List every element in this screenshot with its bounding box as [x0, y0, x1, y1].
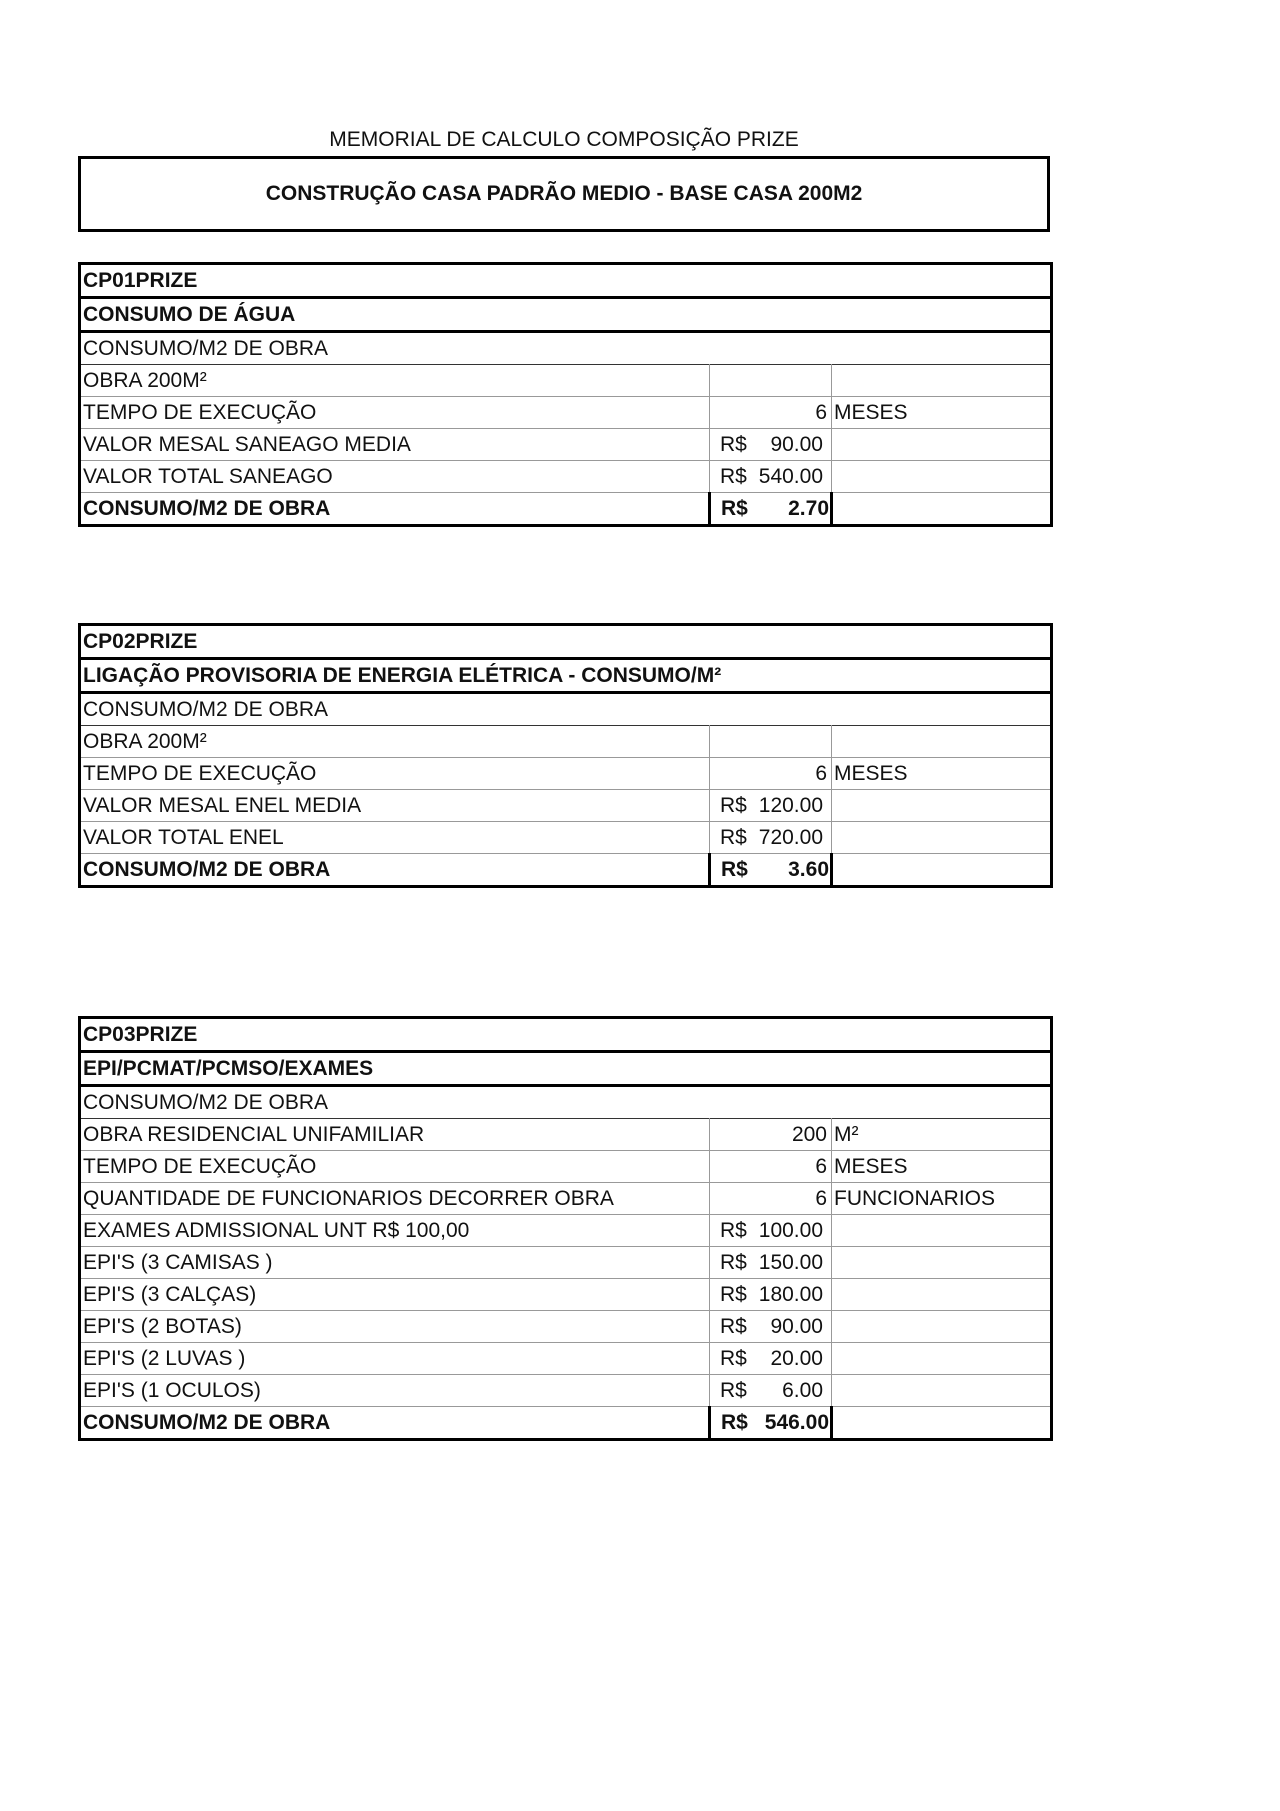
row-value: 6: [710, 1183, 832, 1215]
table-row: [80, 1151, 1052, 1183]
row-unit: [832, 790, 1052, 822]
row-unit: [832, 429, 1052, 461]
row-value-cell: [710, 1311, 832, 1343]
currency-symbol: R$: [720, 433, 747, 456]
table-row: [80, 1311, 1052, 1343]
row-value: 720.00: [758, 826, 823, 849]
table-row: [80, 758, 1052, 790]
row-unit: [832, 1343, 1052, 1375]
row-value: 100.00: [758, 1219, 823, 1242]
total-empty-cell: [832, 1407, 1052, 1440]
row-label: VALOR TOTAL ENEL: [80, 822, 710, 854]
total-label: CONSUMO/M2 DE OBRA: [80, 493, 710, 526]
total-row: [80, 493, 1052, 526]
row-label: EPI'S (3 CALÇAS): [80, 1279, 710, 1311]
currency-symbol: R$: [721, 858, 748, 881]
row-unit: MESES: [832, 397, 1052, 429]
composition-table-cp01prize: [78, 262, 1053, 527]
row-label: OBRA 200M²: [80, 726, 710, 758]
project-header-text: CONSTRUÇÃO CASA PADRÃO MEDIO - BASE CASA 200M2: [265, 182, 863, 205]
row-label: TEMPO DE EXECUÇÃO: [80, 758, 710, 790]
row-unit: [832, 365, 1052, 397]
row-value: 20.00: [770, 1347, 823, 1370]
row-unit: [832, 726, 1052, 758]
total-row: [80, 1407, 1052, 1440]
currency-symbol: R$: [721, 497, 748, 520]
row-label: TEMPO DE EXECUÇÃO: [80, 1151, 710, 1183]
total-value: 546.00: [764, 1411, 829, 1434]
row-value: 90.00: [770, 1315, 823, 1338]
section-subtitle: CONSUMO/M2 DE OBRA: [80, 1086, 1052, 1119]
total-value: 3.60: [788, 858, 829, 881]
row-value: 6: [710, 1151, 832, 1183]
row-unit: MESES: [832, 758, 1052, 790]
row-value-cell: [710, 822, 832, 854]
project-header: [78, 156, 1050, 232]
section-subtitle: CONSUMO/M2 DE OBRA: [80, 693, 1052, 726]
row-label: QUANTIDADE DE FUNCIONARIOS DECORRER OBRA: [80, 1183, 710, 1215]
row-label: VALOR TOTAL SANEAGO: [80, 461, 710, 493]
row-value-cell: [710, 1343, 832, 1375]
row-value: [710, 365, 832, 397]
row-unit: [832, 822, 1052, 854]
total-label: CONSUMO/M2 DE OBRA: [80, 854, 710, 887]
row-value: 150.00: [758, 1251, 823, 1274]
row-label: OBRA RESIDENCIAL UNIFAMILIAR: [80, 1119, 710, 1151]
row-value-cell: [710, 1215, 832, 1247]
row-value: 6.00: [782, 1379, 823, 1402]
row-value: 540.00: [758, 465, 823, 488]
row-value: 90.00: [770, 433, 823, 456]
row-value: 120.00: [758, 794, 823, 817]
table-row: [80, 822, 1052, 854]
currency-symbol: R$: [720, 794, 747, 817]
table-row: [80, 1375, 1052, 1407]
row-label: EPI'S (1 OCULOS): [80, 1375, 710, 1407]
row-label: TEMPO DE EXECUÇÃO: [80, 397, 710, 429]
section-name: EPI/PCMAT/PCMSO/EXAMES: [80, 1052, 1052, 1086]
composition-table-cp03prize: [78, 1016, 1053, 1441]
row-label: OBRA 200M²: [80, 365, 710, 397]
total-value-cell: [710, 493, 832, 526]
currency-symbol: R$: [720, 1251, 747, 1274]
currency-symbol: R$: [720, 465, 747, 488]
row-value: 180.00: [758, 1283, 823, 1306]
table-row: [80, 461, 1052, 493]
section-name: LIGAÇÃO PROVISORIA DE ENERGIA ELÉTRICA - CONSUMO/M²: [80, 659, 1052, 693]
total-value-cell: [710, 1407, 832, 1440]
section-name: CONSUMO DE ÁGUA: [80, 298, 1052, 332]
row-label: EPI'S (3 CAMISAS ): [80, 1247, 710, 1279]
row-value: 6: [710, 397, 832, 429]
currency-symbol: R$: [720, 1347, 747, 1370]
row-value: 200: [710, 1119, 832, 1151]
row-value-cell: [710, 429, 832, 461]
row-value-cell: [710, 790, 832, 822]
currency-symbol: R$: [720, 1219, 747, 1242]
row-unit: [832, 1279, 1052, 1311]
row-value: [710, 726, 832, 758]
row-unit: [832, 461, 1052, 493]
row-label: EPI'S (2 LUVAS ): [80, 1343, 710, 1375]
total-value-cell: [710, 854, 832, 887]
row-value-cell: [710, 1375, 832, 1407]
currency-symbol: R$: [720, 1315, 747, 1338]
row-label: VALOR MESAL SANEAGO MEDIA: [80, 429, 710, 461]
row-value-cell: [710, 461, 832, 493]
row-label: EPI'S (2 BOTAS): [80, 1311, 710, 1343]
composition-table-cp02prize: [78, 623, 1053, 888]
row-unit: MESES: [832, 1151, 1052, 1183]
row-unit: M²: [832, 1119, 1052, 1151]
table-row: [80, 726, 1052, 758]
row-value-cell: [710, 1247, 832, 1279]
table-row: [80, 790, 1052, 822]
row-value-cell: [710, 1279, 832, 1311]
row-unit: [832, 1375, 1052, 1407]
currency-symbol: R$: [720, 826, 747, 849]
currency-symbol: R$: [721, 1411, 748, 1434]
row-label: VALOR MESAL ENEL MEDIA: [80, 790, 710, 822]
table-row: [80, 1279, 1052, 1311]
table-row: [80, 429, 1052, 461]
document-title: MEMORIAL DE CALCULO COMPOSIÇÃO PRIZE: [329, 128, 799, 151]
total-empty-cell: [832, 854, 1052, 887]
section-code: CP01PRIZE: [80, 264, 1052, 298]
table-row: [80, 1183, 1052, 1215]
total-row: [80, 854, 1052, 887]
row-label: EXAMES ADMISSIONAL UNT R$ 100,00: [80, 1215, 710, 1247]
currency-symbol: R$: [720, 1379, 747, 1402]
table-row: [80, 397, 1052, 429]
section-code: CP03PRIZE: [80, 1018, 1052, 1052]
total-value: 2.70: [788, 497, 829, 520]
table-row: [80, 365, 1052, 397]
total-label: CONSUMO/M2 DE OBRA: [80, 1407, 710, 1440]
row-unit: FUNCIONARIOS: [832, 1183, 1052, 1215]
section-code: CP02PRIZE: [80, 625, 1052, 659]
table-row: [80, 1343, 1052, 1375]
table-row: [80, 1215, 1052, 1247]
table-row: [80, 1247, 1052, 1279]
currency-symbol: R$: [720, 1283, 747, 1306]
total-empty-cell: [832, 493, 1052, 526]
row-unit: [832, 1215, 1052, 1247]
table-row: [80, 1119, 1052, 1151]
section-subtitle: CONSUMO/M2 DE OBRA: [80, 332, 1052, 365]
row-value: 6: [710, 758, 832, 790]
row-unit: [832, 1311, 1052, 1343]
row-unit: [832, 1247, 1052, 1279]
